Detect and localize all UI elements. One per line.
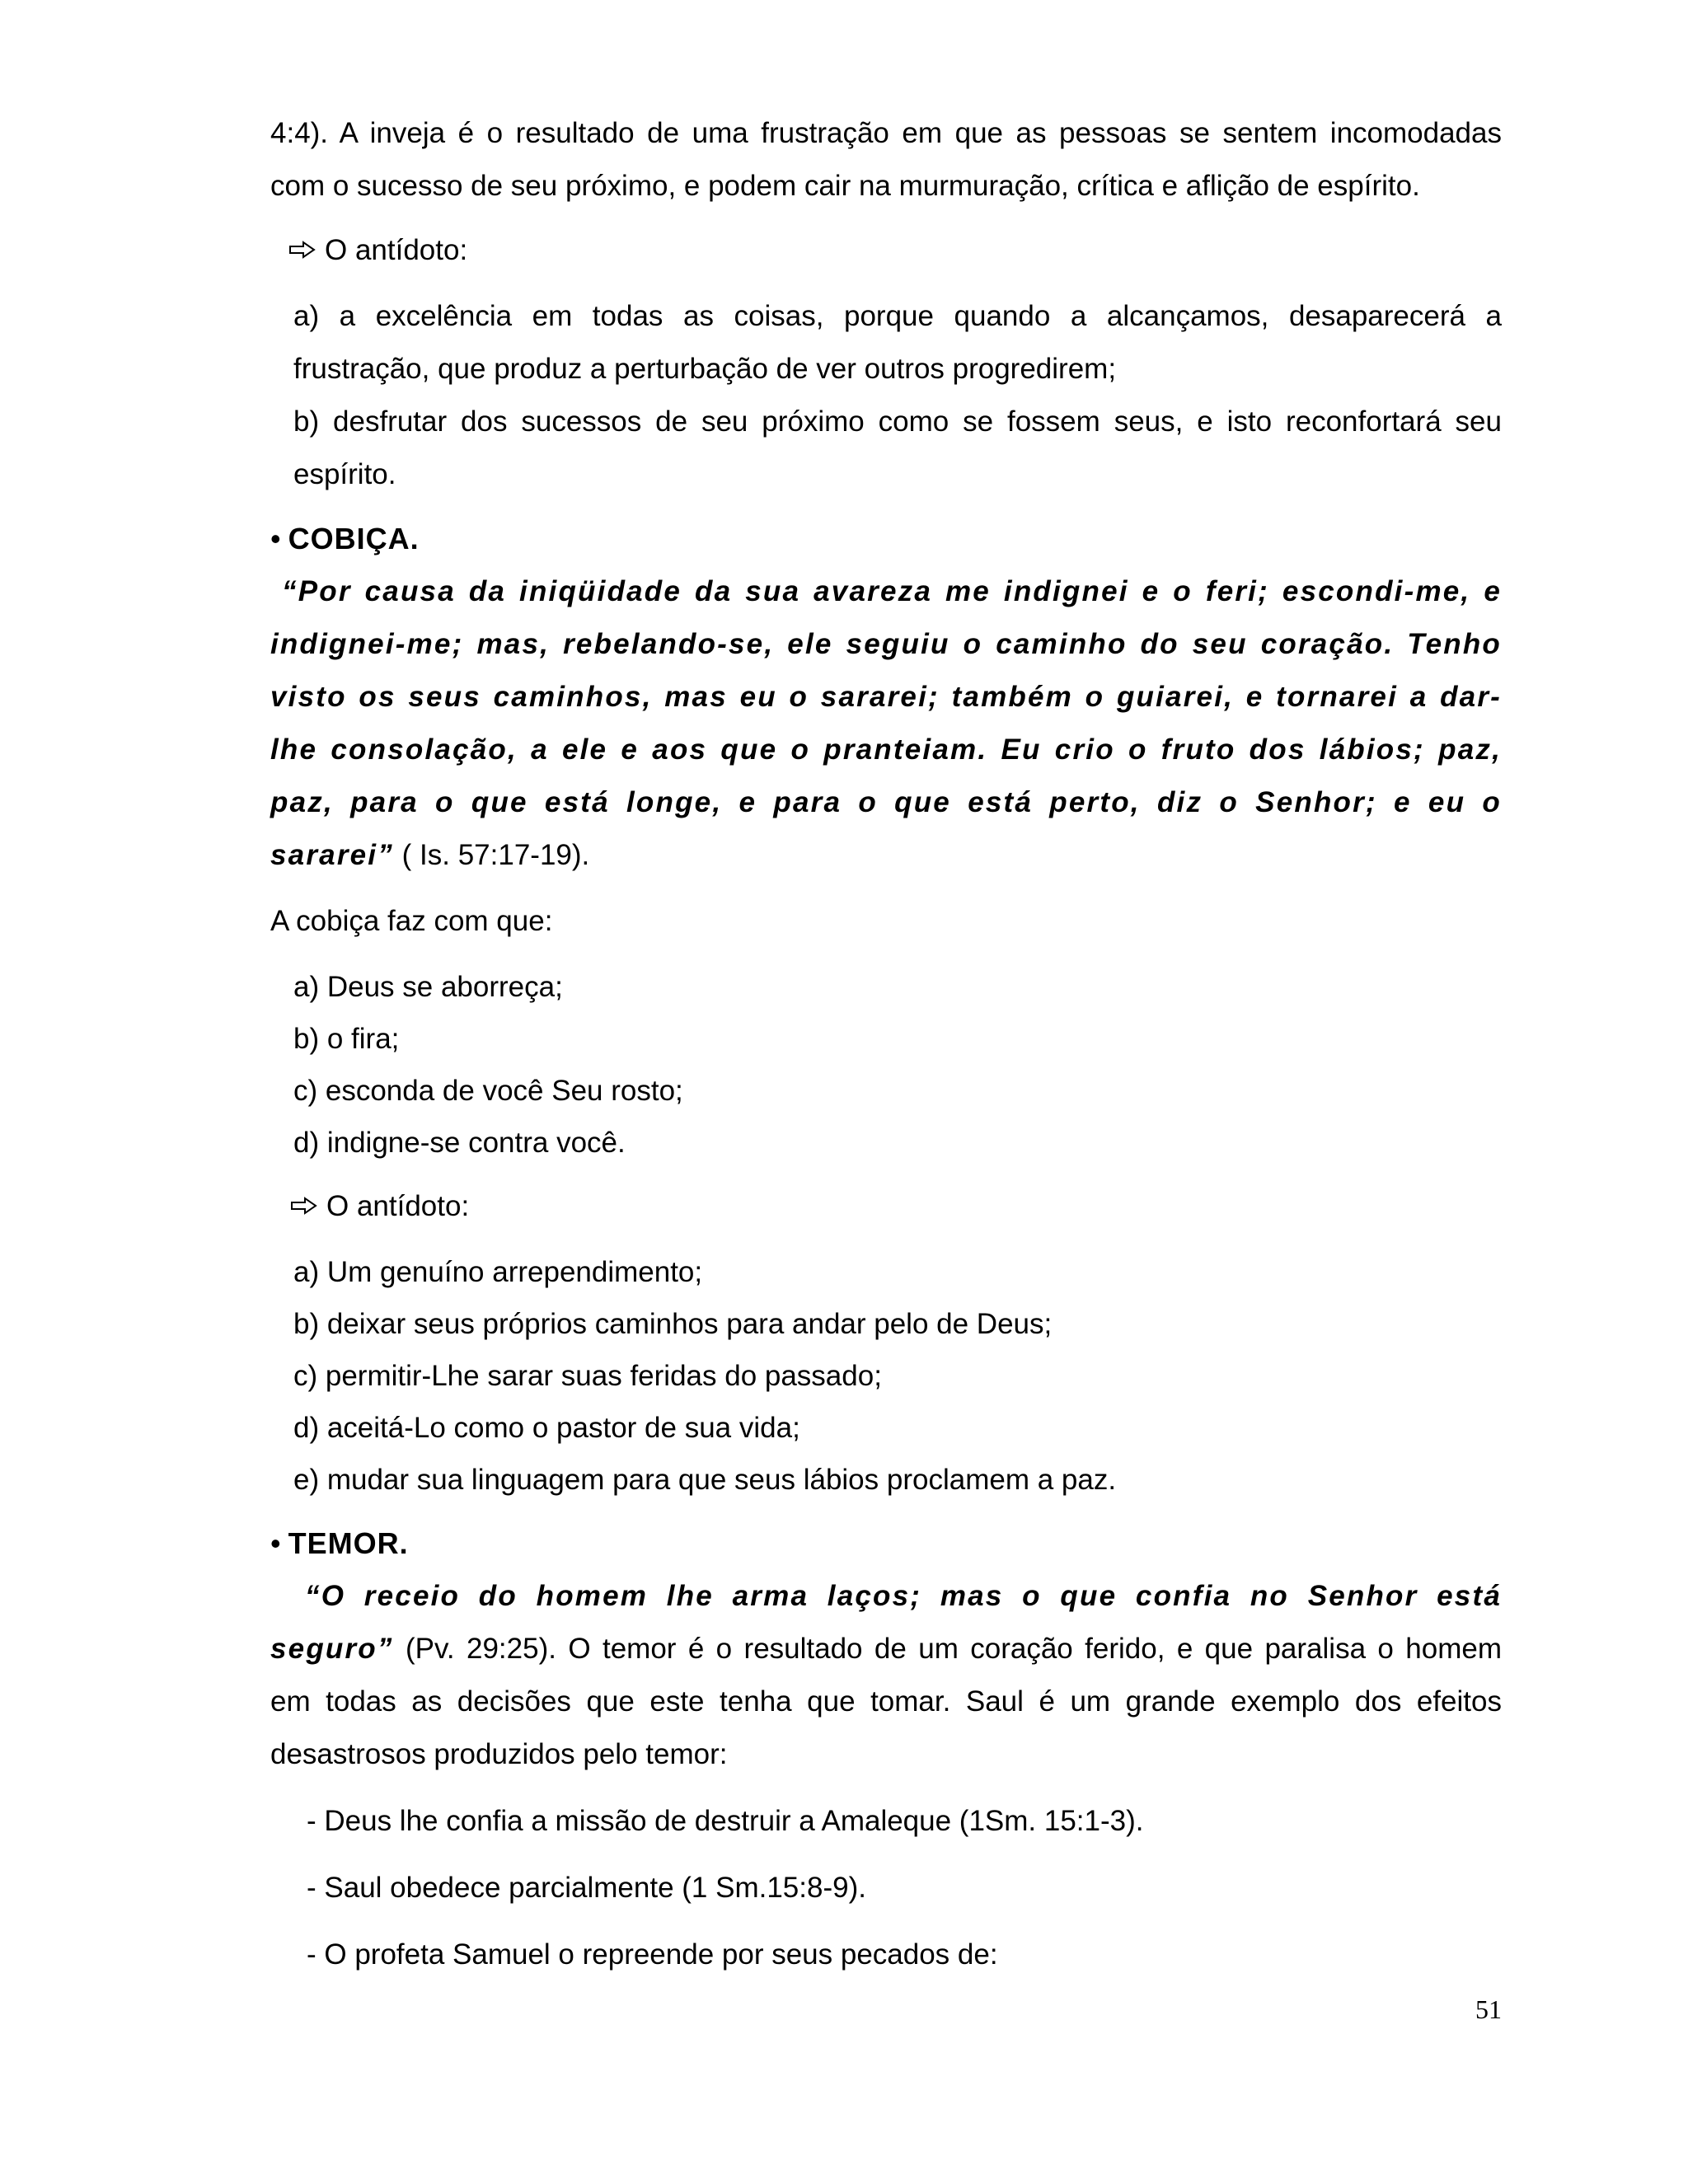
antidote-heading-cobica	[270, 1180, 1502, 1233]
intro-line-1: 4:4). A inveja é o resultado de uma frustração em que as pessoas se sentem incomodadas	[270, 117, 1502, 149]
list-item: b) o fira;	[293, 1023, 400, 1055]
list-item: c) permitir-Lhe sarar suas feridas do passado;	[293, 1360, 882, 1392]
antidote-heading-inveja	[270, 224, 1502, 277]
cobica-quote-line-6	[270, 829, 1502, 882]
list-item: - Saul obedece parcialmente (1 Sm.15:8-9).	[307, 1872, 866, 1904]
list-item: a) Um genuíno arrependimento;	[293, 1256, 703, 1288]
inveja-antidote-a-line-2: frustração, que produz a perturbação de ver outros progredirem;	[293, 353, 1117, 385]
inveja-antidote-list	[270, 290, 1502, 501]
inveja-antidote-a-line-1: a) a excelência em todas as coisas, porque quando a alcançamos, desaparecerá a	[293, 300, 1502, 332]
temor-line-4: desastrosos produzidos pelo temor:	[270, 1738, 728, 1770]
arrow-right-icon	[290, 1197, 318, 1215]
temor-quote-end: seguro”	[270, 1633, 394, 1665]
cobica-quote-line-5: paz, para o que está longe, e para o que está perto, diz o Senhor; e eu o	[270, 786, 1502, 818]
cobica-quote-line-3: visto os seus caminhos, mas eu o sararei; também o guiarei, e tornarei a dar-	[270, 681, 1502, 713]
list-item: e) mudar sua linguagem para que seus lábios proclamem a paz.	[293, 1464, 1117, 1496]
cobica-quote-last: sararei”	[270, 839, 394, 871]
cobica-effects-list	[270, 961, 1502, 1169]
temor-line-2-rest: (Pv. 29:25). O temor é o resultado de um coração ferido, e que paralisa o homem	[393, 1633, 1502, 1665]
list-item: - O profeta Samuel o repreende por seus pecados de:	[307, 1938, 998, 1971]
list-item: c) esconda de você Seu rosto;	[293, 1075, 683, 1107]
cobica-heading: COBIÇA.	[288, 522, 420, 555]
temor-line-2	[270, 1623, 1502, 1675]
bullet-icon: •	[270, 522, 282, 555]
page-number: 51	[1475, 1994, 1502, 2024]
section-heading-temor	[270, 1517, 1502, 1570]
temor-quote-line-1: “O receio do homem lhe arma laços; mas o que confia no Senhor está	[305, 1580, 1502, 1612]
temor-heading: TEMOR.	[288, 1526, 409, 1560]
list-item: d) indigne-se contra você.	[293, 1127, 626, 1159]
cobica-quote-line-2: indignei-me; mas, rebelando-se, ele seguiu o caminho do seu coração. Tenho	[270, 628, 1502, 660]
antidote-label: O antídoto:	[325, 234, 468, 266]
temor-items	[270, 1795, 1502, 1981]
intro-line-2: com o sucesso de seu próximo, e podem cair na murmuração, crítica e aflição de espírito.	[270, 170, 1420, 202]
inveja-antidote-b-line-1: b) desfrutar dos sucessos de seu próximo como se fossem seus, e isto reconfortará seu	[293, 405, 1502, 438]
list-item: a) Deus se aborreça;	[293, 971, 563, 1003]
cobica-reference: ( Is. 57:17-19).	[393, 839, 590, 871]
temor-line-3: em todas as decisões que este tenha que tomar. Saul é um grande exemplo dos efeitos	[270, 1685, 1502, 1718]
cobica-quote-line-1: “Por causa da iniqüidade da sua avareza me indignei e o feri; escondi-me, e	[282, 575, 1502, 607]
document-page	[270, 107, 1502, 1995]
list-item: - Deus lhe confia a missão de destruir a Amaleque (1Sm. 15:1-3).	[307, 1805, 1144, 1837]
arrow-right-icon	[288, 241, 316, 259]
cobica-quote-line-4: lhe consolação, a ele e aos que o pranteiam. Eu crio o fruto dos lábios; paz,	[270, 733, 1502, 766]
list-item: d) aceitá-Lo como o pastor de sua vida;	[293, 1412, 800, 1444]
cobica-antidote-list	[270, 1246, 1502, 1506]
cobica-quote	[270, 565, 1502, 882]
list-item: b) deixar seus próprios caminhos para andar pelo de Deus;	[293, 1308, 1053, 1340]
inveja-antidote-b-line-2: espírito.	[293, 458, 396, 490]
antidote-label: O antídoto:	[326, 1190, 470, 1222]
cobica-lead: A cobiça faz com que:	[270, 905, 553, 937]
bullet-icon: •	[270, 1526, 282, 1560]
section-heading-cobica	[270, 513, 1502, 565]
